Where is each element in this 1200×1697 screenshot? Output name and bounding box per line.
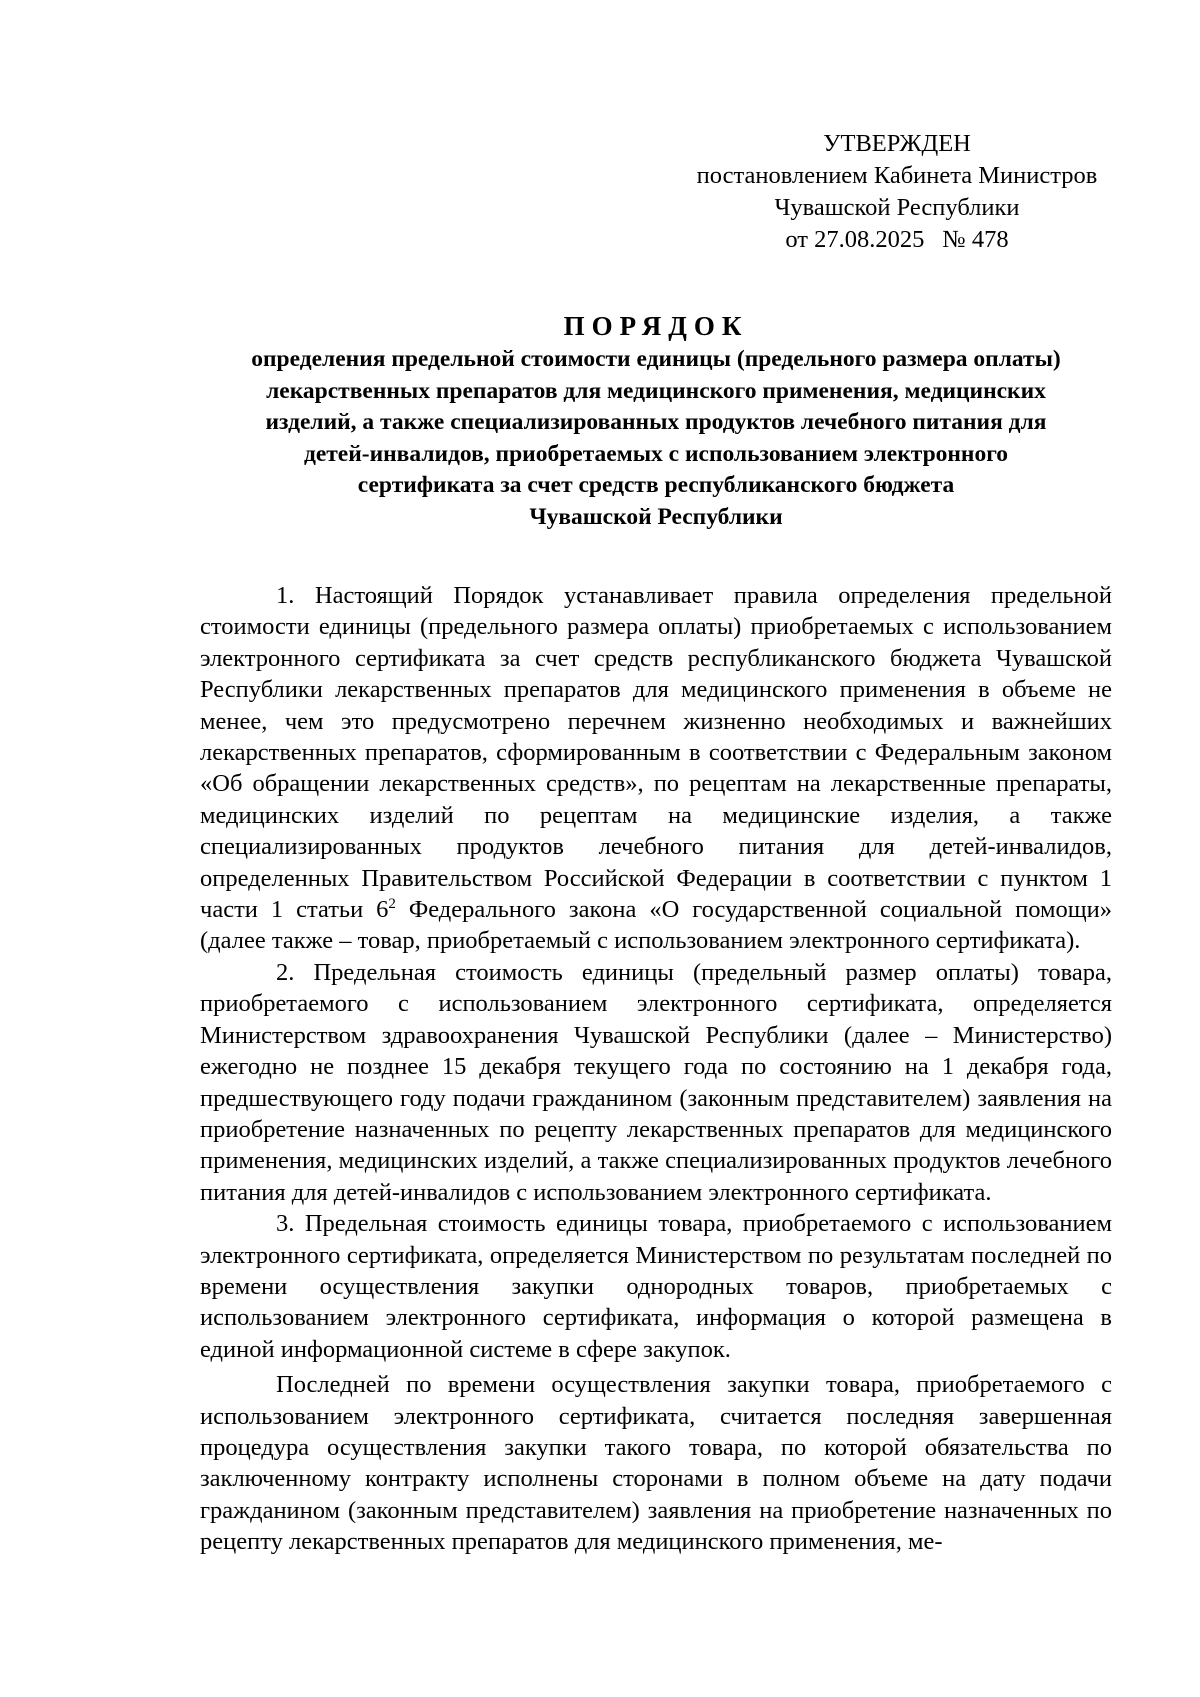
approval-stamp: [672, 128, 1122, 256]
paragraph-1-text-cont: Федерального закона «О государственной социальной помощи» (далее также – товар, приобретаемый с использованием электронного сертификата).: [200, 896, 1112, 955]
approval-status: УТВЕРЖДЕН: [823, 130, 971, 157]
paragraph-1: [200, 580, 1112, 957]
approval-authority: постановлением Кабинета Министров: [696, 162, 1098, 189]
superscript: 2: [388, 896, 396, 913]
approval-region: Чувашской Республики: [774, 194, 1020, 221]
approval-date-number: [672, 224, 1122, 256]
document-title: ПОРЯДОК: [563, 311, 749, 341]
paragraph-2: 2. Предельная стоимость единицы (предельный размер оплаты) товара, приобретаемого с использованием электронного сертификата, определяется Министерством здравоохранения Чувашской Республики (далее – Министерство) ежегодно не позднее 15 декабря текущего года по состоянию на 1 декабря года, предшествующего году подачи гражданином (законным представителем) заявления на приобретение назначенных по рецепту лекарственных препаратов для медицинского применения, медицинских изделий, а также специализированных продуктов лечебного питания для детей-инвалидов с использованием электронного сертификата.: [200, 958, 1112, 1206]
paragraph-4: Последней по времени осуществления закупки товара, приобретаемого с использованием электронного сертификата, считается последняя завершенная процедура осуществления закупки такого товара, по которой обязательства по заключенному контракту исполнены сторонами в полном объеме на дату подачи гражданином (законным представителем) заявления на приобретение назначенных по рецепту лекарственных препаратов для медицинского применения, ме-: [200, 1371, 1112, 1556]
subtitle-line: детей-инвалидов, приобретаемых с использованием электронного: [303, 440, 1009, 467]
approval-date: от 27.08.2025: [785, 226, 925, 253]
paragraph-1-text: 1. Настоящий Порядок устанавливает правила определения предельной стоимости единицы (предельного размера оплаты) приобретаемых с использованием электронного сертификата за счет средств республиканского бюджета Чувашской Республики лекарственных препаратов для медицинского применения в объеме не менее, чем это предусмотрено перечнем жизненно необходимых и важнейших лекарственных препаратов, сформированным в соответствии с Федеральным законом «Об обращении лекарственных средств», по рецептам на лекарственные препараты, медицинских изделий по рецептам на медицинские изделия, а также специализированных продуктов лечебного питания для детей-инвалидов, определенных Правительством Российской Федерации в соответствии с пунктом 1 части 1 статьи 6: [200, 582, 1112, 924]
subtitle-line: лекарственных препаратов для медицинского применения, медицинских: [266, 377, 1046, 404]
paragraph-3: 3. Предельная стоимость единицы товара, приобретаемого с использованием электронного сертификата, определяется Министерством по результатам последней по времени осуществления закупки однородных товаров, приобретаемых с использованием электронного сертификата, информация о которой размещена в единой информационной системе в сфере закупок.: [200, 1210, 1112, 1363]
subtitle-line: Чувашской Республики: [529, 503, 783, 530]
document-body: [200, 580, 1112, 1558]
approval-number: № 478: [942, 226, 1009, 253]
subtitle-line: сертификата за счет средств республиканского бюджета: [357, 472, 955, 498]
subtitle-line: изделий, а также специализированных продуктов лечебного питания для: [265, 409, 1047, 435]
subtitle-line: определения предельной стоимости единицы (предельного размера оплаты): [251, 346, 1061, 372]
document-subtitle: [198, 344, 1114, 533]
